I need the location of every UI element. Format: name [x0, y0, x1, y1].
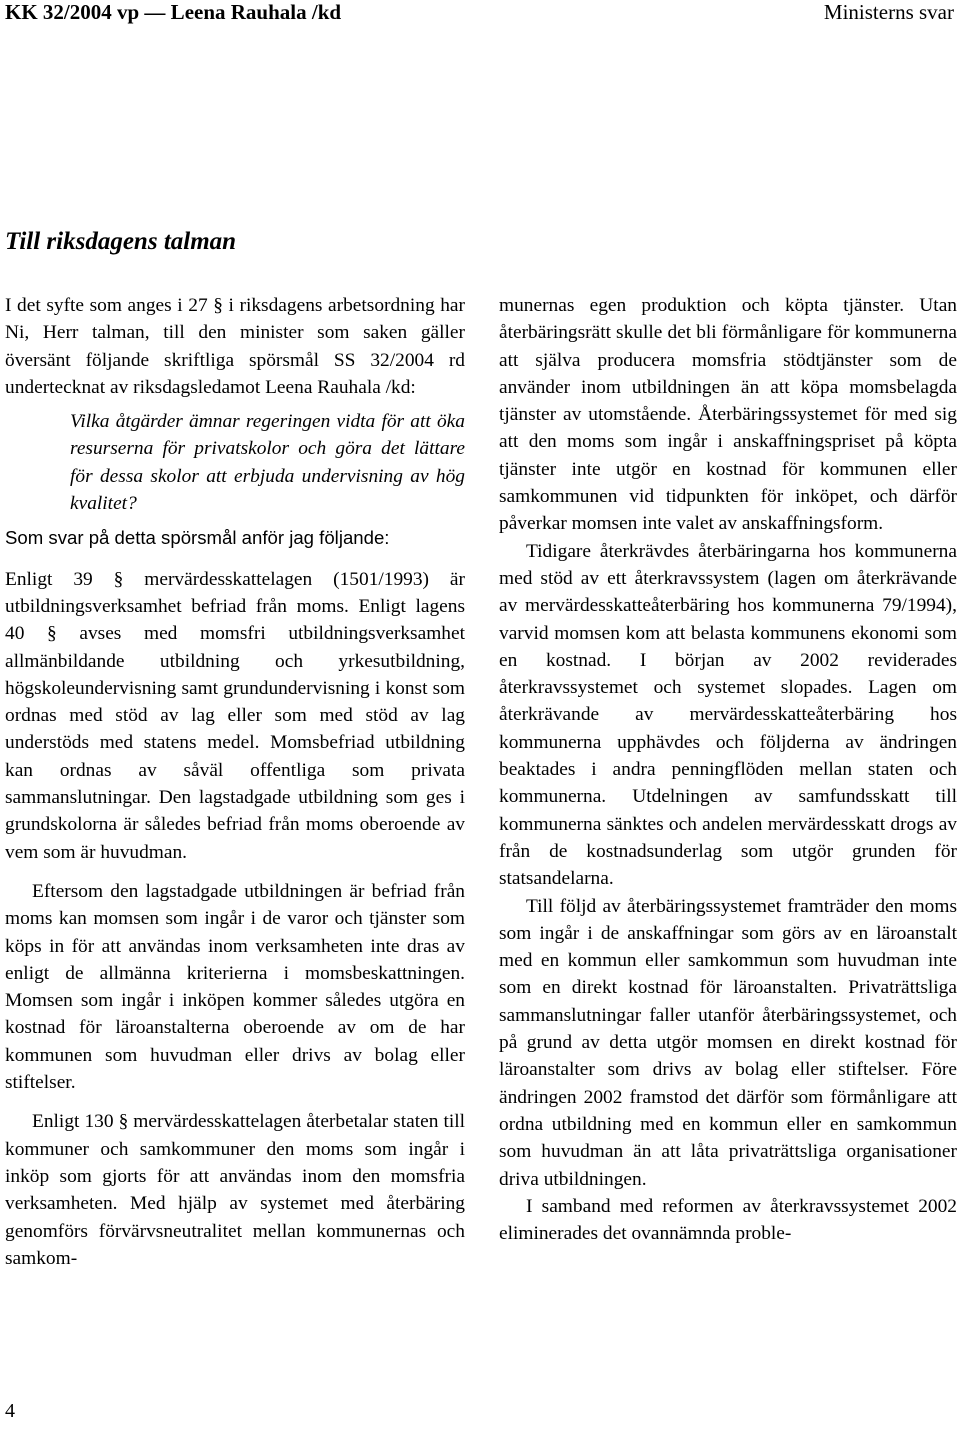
page-number: 4 [5, 1400, 15, 1422]
body-paragraph: Till följd av återbäringssystemet framträder den moms som ingår i de anskaffningar som görs av en läroanstalt med en kommun eller samkommun som huvudman inte som en direkt kostnad för läroanstalten. Privaträttsliga sammanslutningar faller utanför återbäringssystemet, och på grund av detta utgör momsen en direkt kostnad för läroanstalter som drivs av bolag eller stiftelser. Före ändringen 2002 framstod det därför som förmånligare att ordna utbildning med en kommun eller en samkommun som huvudman än att låta privaträttsliga organisationer driva utbildningen. [499, 895, 957, 1190]
left-column [5, 292, 465, 1272]
body-paragraph: Enligt 130 § mervärdesskattelagen återbetalar staten till kommuner och samkommuner den moms som ingår i inköp som gjorts för att användas inom den momsfria verksamheten. Med hjälp av systemet med återbäring genomförs förvärvsneutralitet mellan kommunernas och samkom- [5, 1111, 465, 1269]
body-paragraph: Eftersom den lagstadgade utbildningen är befriad från moms kan momsen som ingår i de varor och tjänster som köps in för att användas inom verksamheten inte dras av enligt de allmänna kriterierna i momsbeskattningen. Momsen som ingår i inköpen kommer således utgöra en kostnad för läroanstalterna oberoende av om de har kommunen som huvudman eller drivs av bolag eller stiftelser. [5, 880, 465, 1094]
intro-paragraph: I det syfte som anges i 27 § i riksdagens arbetsordning har Ni, Herr talman, till den minister som saken gäller översänt följande skriftliga spörsmål SS 32/2004 rd undertecknat av riksdagsledamot Leena Rauhala /kd: [5, 295, 465, 398]
body-paragraph: Enligt 39 § mervärdesskattelagen (1501/1993) är utbildningsverksamhet befriad från moms. Enligt lagens 40 § avses med momsfri utbildningsverksamhet allmänbildande utbildning och yrkesutbildning, högskoleundervisning samt grundundervisning i konst som ordnas med stöd av lag eller som med stöd av lag understöds med statens medel. Momsbefriad utbildning kan ordnas av såväl offentliga som privata sammanslutningar. Den lagstadgade utbildning som ges i grundskolorna är således befriad från moms oberoende av vem som är huvudman. [5, 568, 465, 863]
body-paragraph: Tidigare återkrävdes återbäringarna hos kommunerna med stöd av ett återkravssystem (lagen om återkrävande av mervärdesskatteåterbäring hos kommunerna 79/1994), varvid momsen kom att belasta kommunens ekonomi som en kostnad. I början av 2002 reviderades återkravssystemet och systemet slopades. Lagen om återkrävande av mervärdesskatteåterbäring hos kommunerna upphävdes och följderna av ändringen beaktades i andra penningflöden mellan staten och kommunerna. Utdelningen av samfundsskatt till kommunerna sänktes och andelen mervärdesskatt drogs av från de kostnadsunderlag som utgör grunden för statsandelarna. [499, 540, 957, 890]
body-paragraph: I samband med reformen av återkravssystemet 2002 eliminerades det ovannämnda proble- [499, 1195, 957, 1245]
answer-intro: Som svar på detta spörsmål anför jag följande: [5, 527, 390, 549]
body-paragraph: munernas egen produktion och köpta tjänster. Utan återbäringsrätt skulle det bli förmånligare för kommunerna att själva producera momsfria stödtjänster som de använder inom utbildningen än att köpa momsbelagda tjänster av utomstående. Återbäringssystemet för med sig att den moms som ingår i anskaffningspriset på köpta tjänster inte utgör en kostnad för kommunen eller samkommunen vid tidpunkten för inköpet, och därför påverkar momsen inte valet av anskaffningsform. [499, 295, 957, 535]
right-column [499, 292, 957, 1247]
question-quote: Vilka åtgärder ämnar regeringen vidta för att öka resurserna för privatskolor och göra det lättare för dessa skolor att erbjuda undervisning av hög kvalitet? [70, 411, 465, 515]
section-label: Ministerns svar [823, 0, 954, 24]
page-heading: Till riksdagens talman [5, 228, 237, 255]
document-reference: KK 32/2004 vp — Leena Rauhala /kd [5, 0, 342, 24]
